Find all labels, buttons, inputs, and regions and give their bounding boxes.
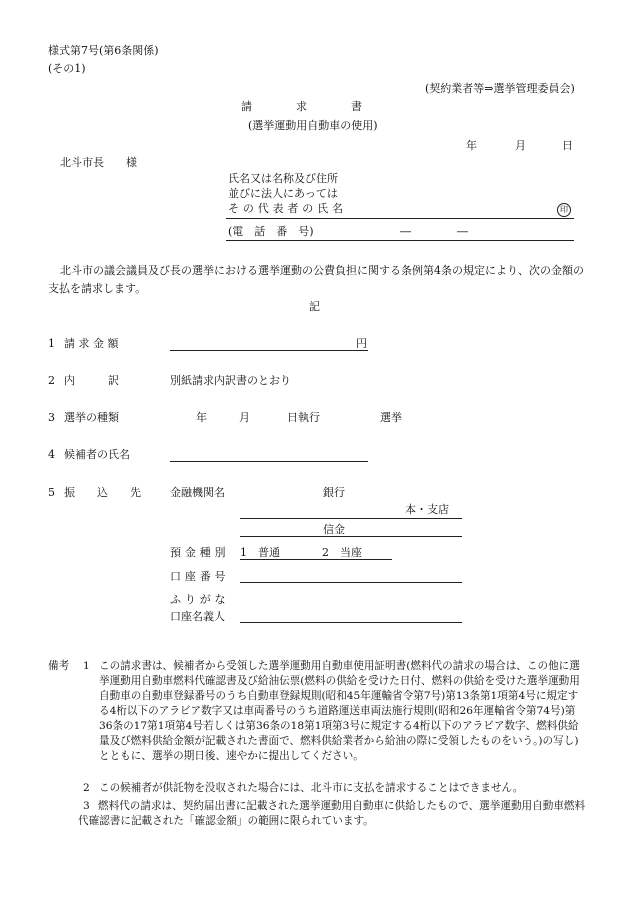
note-1-text: この請求書は、候補者から受領した選挙運動用自動車使用証明書(燃料代の請求の場合は、この他に選挙運動用自動車燃料代確認書及び給油伝票(燃料の供給を受けた日付、燃料の供給を受けた選挙運動用自動車の自動車登録番号のうち自動車登録規則(昭和45年運輸省令第7号)第13条第1項第4号に規定する4桁以下のアラビア数字又は車両番号のうち道路運送車両法施行規則(昭和26年運輸省令第74号)第36条の17第1項第4号若しくは第36条の18第1項第3号に規定する4桁以下のアラビア数字、燃料供給量及び燃料供給金額が記載された書面で、燃料供給業者から給油の際に受領したものをいう。)の写し)とともに、選挙の期日後、速やかに提出してください。 (99, 660, 580, 762)
phone-dash-1: ― (400, 225, 411, 238)
bank-suffix: 銀行 (323, 486, 345, 499)
applicant-line-3: その代表者の氏名 (228, 202, 347, 215)
amount-label: 請 求 金 額 (64, 337, 119, 350)
item-1-number: 1 (48, 337, 55, 350)
shinkin-line (240, 536, 462, 537)
election-year: 年 (196, 411, 207, 424)
account-holder-label: 口座名義人 (170, 610, 225, 623)
applicant-name-line[interactable] (226, 218, 574, 219)
addressee: 北斗市長 様 (60, 156, 137, 169)
account-number-label: 口座番号 (170, 570, 230, 583)
note-2 (48, 781, 588, 797)
request-body-text: 北斗市の議会議員及び長の選挙における選挙運動の公費負担に関する条例第4条の規定により、次の金額の支払を請求します。 (48, 264, 584, 295)
item-5-number: 5 (48, 486, 55, 499)
item-3-number: 3 (48, 411, 55, 424)
date-month: 月 (515, 139, 526, 152)
note-3-number: 3 (83, 800, 90, 812)
account-holder-field[interactable] (240, 622, 462, 623)
note-3-text: 燃料代の請求は、契約届出書に記載された選挙運動用自動車に供給したもので、選挙運動用自動車燃料代確認書に記載された「確認金額」の範囲に限られています。 (78, 800, 586, 827)
institution-label: 金融機関名 (170, 486, 225, 499)
date-day: 日 (562, 139, 573, 152)
deposit-type-label: 預金種別 (170, 546, 230, 559)
branch-suffix: 本・支店 (405, 503, 449, 516)
note-3 (48, 799, 588, 831)
note-2-text: この候補者が供託物を没収された場合には、北斗市に支払を請求することはできません。 (99, 782, 524, 794)
deposit-option-ordinary[interactable]: 1 普通 (240, 546, 280, 559)
phone-label: (電 話 番 号) (228, 225, 314, 238)
election-day: 日執行 (287, 411, 320, 424)
deposit-type-line (240, 559, 392, 560)
election-type-label: 選挙の種類 (64, 411, 119, 424)
account-number-field[interactable] (240, 582, 462, 583)
date-year: 年 (466, 139, 477, 152)
item-4-number: 4 (48, 448, 55, 461)
candidate-field[interactable] (170, 461, 368, 462)
phone-line[interactable] (226, 240, 574, 241)
document-subtitle: (選挙運動用自動車の使用) (248, 119, 378, 132)
note-1-number: 1 (83, 660, 90, 672)
item-2-number: 2 (48, 374, 55, 387)
applicant-line-1: 氏名又は名称及び住所 (228, 172, 338, 185)
amount-field[interactable] (170, 350, 368, 351)
institution-field[interactable] (240, 518, 462, 519)
ki-marker: 記 (309, 300, 320, 313)
election-month: 月 (239, 411, 250, 424)
deposit-option-current[interactable]: 2 当座 (322, 546, 362, 559)
breakdown-label: 内 訳 (64, 374, 119, 387)
direction-note: (契約業者等⇒選挙管理委員会) (425, 82, 575, 95)
seal-mark: 印 (557, 203, 571, 217)
transfer-label: 振 込 先 (64, 486, 141, 499)
applicant-line-2: 並びに法人にあっては (228, 187, 338, 200)
note-1 (48, 659, 588, 765)
candidate-label: 候補者の氏名 (64, 448, 130, 461)
phone-dash-2: ― (457, 225, 468, 238)
note-2-number: 2 (83, 782, 90, 794)
breakdown-value: 別紙請求内訳書のとおり (170, 374, 291, 387)
election-suffix: 選挙 (380, 411, 402, 424)
form-number: 様式第7号(第6条関係) (48, 44, 159, 57)
document-title: 請 求 書 (241, 100, 362, 113)
shinkin-suffix: 信金 (323, 523, 345, 536)
furigana-label: ふりがな (170, 593, 230, 606)
notes-label: 備考 (48, 660, 70, 672)
amount-unit: 円 (356, 337, 367, 350)
form-sub-number: (その1) (48, 62, 86, 75)
